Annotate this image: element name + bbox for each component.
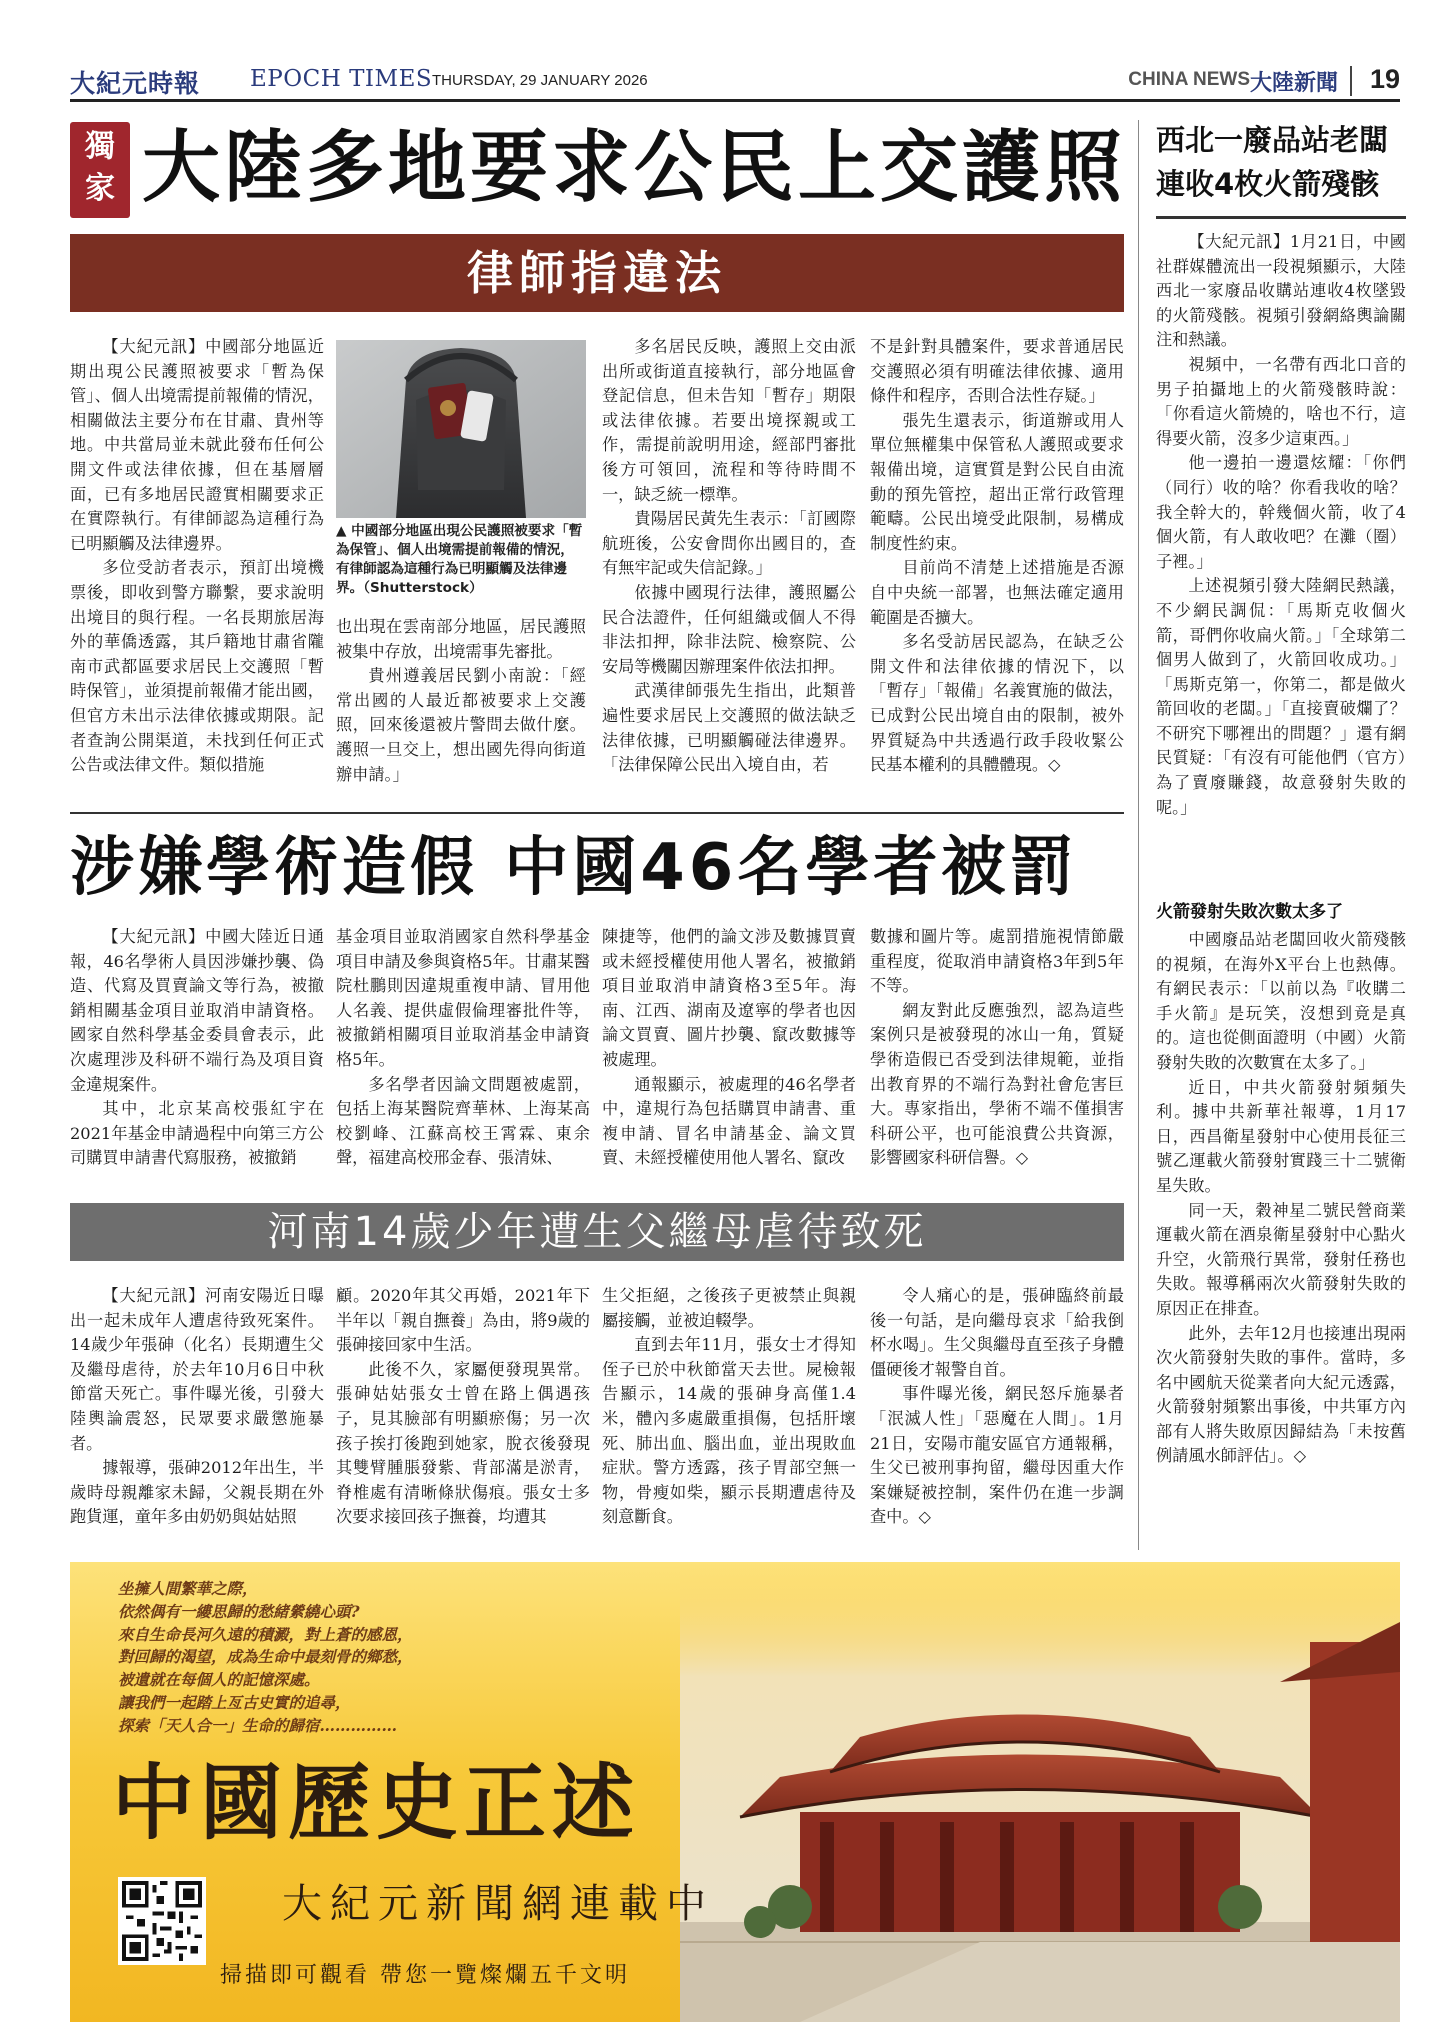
section-divider xyxy=(70,812,1124,814)
paragraph: 生父拒絕，之後孩子更被禁止與親屬接觸，並被迫輟學。 xyxy=(602,1286,856,1330)
exclusive-badge xyxy=(70,122,130,218)
ad-poem-line: 探索「天人合一」生命的歸宿…………… xyxy=(118,1715,398,1735)
ad-poem-line: 來自生命長河久遠的積澱，對上蒼的感恩， xyxy=(118,1624,413,1644)
ad-poem-line: 坐擁人間繁華之際， xyxy=(118,1579,258,1598)
paragraph: 令人痛心的是，張砷臨終前最後一句話，是向繼母哀求「給我倒杯水喝」。生父與繼母直至孩子身體僵硬後才報警自首。 xyxy=(870,1286,1124,1379)
brand-name-english: EPOCH TIMES xyxy=(250,66,433,92)
sidebar-headline-line: 西北一廢品站老闆 xyxy=(1156,123,1389,157)
ad-poem xyxy=(118,1578,698,1738)
story1-column-1 xyxy=(70,335,324,803)
page-number: 19 xyxy=(1369,64,1400,94)
paragraph: 通報顯示，被處理的46名學者中，違規行為包括購買申請書、重複申請、冒名申請基金、論文買賣、未經授權使用他人署名、竄改 xyxy=(602,1074,856,1168)
story1-subhead: 律師指違法 xyxy=(70,234,1124,312)
story2-column-2 xyxy=(336,925,590,1193)
qr-code-graphic xyxy=(122,1881,202,1961)
paragraph: 【大紀元訊】1月21日，中國社群媒體流出一段視頻顯示，大陸西北一家廢品收購站連收4枚墜毀的火箭殘骸。視頻引發網絡輿論關注和熱議。 xyxy=(1156,232,1406,350)
section-name-chinese: 大陸新聞 xyxy=(1249,71,1338,96)
story3-column-1 xyxy=(70,1284,324,1546)
sidebar-column-bottom xyxy=(1156,928,1406,1548)
story2-column-3 xyxy=(602,925,856,1193)
paragraph: 上述視頻引發大陸網民熱議，不少網民調侃：「馬斯克收個火箭，哥們你收扁火箭。」「全球第二個男人做到了，火箭回收成功。」「馬斯克第一，你第二，都是做火箭回收的老闆。」「直接賣破爛了？不研究下哪裡出的問題？」還有網民質疑：「有沒有可能他們（官方）為了賣廢賺錢，故意發射失敗的呢。」 xyxy=(1156,576,1406,817)
backpack-photo-image xyxy=(336,340,586,518)
paragraph: 多名學者因論文問題被處罰，包括上海某醫院齊華林、上海某高校劉峰、江蘇高校王霄霖、東余聲，福建高校邢金春、張清妹、 xyxy=(336,1074,590,1168)
ad-poem-line: 依然偶有一縷思歸的愁緒縈繞心頭? xyxy=(118,1601,360,1621)
history-series-advertisement[interactable] xyxy=(70,1562,1400,2022)
paragraph: 依據中國現行法律，護照屬公民合法證件，任何組織或個人不得非法扣押，除非法院、檢察院、公安局等機關因辦理案件依法扣押。 xyxy=(602,582,856,676)
story1-headline: 大陸多地要求公民上交護照 xyxy=(142,123,1127,213)
paragraph: 武漢律師張先生指出，此類普遍性要求居民上交護照的做法缺乏法律依據，已明顯觸碰法律邊界。「法律保障公民出入境自由，若 xyxy=(602,681,856,775)
masthead xyxy=(70,62,1400,102)
paragraph: 基金項目並取消國家自然科學基金項目申請及參與資格5年。甘肅某醫院杜鵬則因違規重複申請、冒用他人名義、提供虛假倫理審批件等，被撤銷相關項目並取消基金申請資格5年。 xyxy=(336,927,590,1069)
paragraph: 事件曝光後，網民怒斥施暴者「泯滅人性」「惡魔在人間」。1月21日，安陽市龍安區官方通報稱，生父已被刑事拘留，繼母因重大作案嫌疑被控制，案件仍在進一步調查中。◇ xyxy=(870,1384,1124,1527)
paragraph: 此外，去年12月也接連出現兩次火箭發射失敗的事件。當時，多名中國航天從業者向大紀元透露，火箭發射頻繁出事後，中共軍方內部有人將失敗原因歸結為「未按舊例請風水師評估」。◇ xyxy=(1156,1323,1406,1466)
paragraph: 不是針對具體案件，要求普通居民交護照必須有明確法律依據、適用條件和程序，否則合法性存疑。」 xyxy=(870,337,1124,406)
paragraph: 同一天，穀神星二號民營商業運載火箭在酒泉衛星發射中心點火升空，火箭飛行異常，發射任務也失敗。報導稱兩次火箭發射失敗的原因正在排查。 xyxy=(1156,1200,1406,1318)
story3-column-2 xyxy=(336,1284,590,1546)
brand-name-chinese: 大紀元時報 xyxy=(70,69,201,98)
story1-column-3 xyxy=(602,335,856,803)
paragraph: 【大紀元訊】中國部分地區近期出現公民護照被要求「暫為保管」、個人出境需提前報備的情況，相關做法主要分布在甘肅、貴州等地。中共當局並未就此發布任何公開文件或法律依據，但在基層層面，已有多地居民證實相關要求正在實際執行。有律師認為這種行為已明顯觸及法律邊界。 xyxy=(70,337,324,553)
paragraph: 目前尚不清楚上述措施是否源自中央統一部署，也無法確定適用範圍是否擴大。 xyxy=(870,558,1124,627)
paragraph: 貴陽居民黃先生表示：「訂國際航班後，公安會問你出國目的，查有無牢記或失信記錄。」 xyxy=(602,509,856,578)
paragraph: 【大紀元訊】中國大陸近日通報，46名學術人員因涉嫌抄襲、偽造、代寫及買賣論文等行為，被撤銷相關基金項目並取消申請資格。國家自然科學基金委員會表示，此次處理涉及科研不端行為及項目資金違規案件。 xyxy=(70,927,324,1094)
header-separator xyxy=(1350,66,1352,96)
sidebar-headline-line: 連收4枚火箭殘骸 xyxy=(1156,167,1380,201)
paragraph: 多名居民反映，護照上交由派出所或街道直接執行，部分地區會登記信息，但未告知「暫存」期限或法律依據。若要出境探親或工作，需提前說明用途，經部門審批後方可領回，流程和等待時間不一，缺乏統一標準。 xyxy=(602,337,856,504)
section-name-english: CHINA NEWS xyxy=(1128,69,1250,90)
paragraph: 視頻中，一名帶有西北口音的男子拍攝地上的火箭殘骸時說：「你看這火箭燒的，啥也不行，這得要火箭，沒多少這東西。」 xyxy=(1156,354,1406,448)
sidebar-headline xyxy=(1156,118,1406,206)
story3-headline: 河南14歲少年遭生父繼母虐待致死 xyxy=(70,1203,1124,1261)
paragraph: 數據和圖片等。處罰措施視情節嚴重程度，從取消申請資格3年到5年不等。 xyxy=(870,927,1124,996)
paragraph: 多位受訪者表示，預訂出境機票後，即收到警方聯繫，要求說明出境目的與行程。一名長期旅居海外的華僑透露，其戶籍地甘肅省隴南市武都區要求居民上交護照「暫時保管」，並須提前報備才能出國，但官方未出示法律依據或期限。記者查詢公開渠道，未找到任何正式公告或法律文件。類似措施 xyxy=(70,558,324,775)
ad-title: 中國歷史正述 xyxy=(112,1755,641,1851)
paragraph: 張先生還表示，街道辦或用人單位無權集中保管私人護照或要求報備出境，這實質是對公民自由流動的預先管控，超出正常行政管理範疇。公民出境受此限制，易構成制度性約束。 xyxy=(870,410,1124,553)
paragraph: 顧。2020年其父再婚，2021年下半年以「親自撫養」為由，將9歲的張砷接回家中生活。 xyxy=(336,1286,590,1355)
paragraph: 也出現在雲南部分地區，居民護照被集中存放，出境需事先審批。 xyxy=(336,617,586,661)
ad-call-to-action: 掃描即可觀看 帶您一覽燦爛五千文明 xyxy=(220,1963,630,1988)
story2-column-4 xyxy=(870,925,1124,1193)
paragraph: 多名受訪居民認為，在缺乏公開文件和法律依據的情況下，以「暫存」「報備」名義實施的做法，已成對公民出境自由的限制，被外界質疑為中共透過行政手段收緊公民基本權利的具體體現。◇ xyxy=(870,632,1124,775)
issue-date: THURSDAY, 29 JANUARY 2026 xyxy=(432,72,648,89)
sidebar-divider xyxy=(1138,120,1139,1550)
exclusive-badge-label: 獨家 xyxy=(85,129,115,206)
photo-caption: ▲ 中國部分地區出現公民護照被要求「暫為保管」、個人出境需提前報備的情況，有律師認為這種行為已明顯觸及法律邊界。（Shutterstock） xyxy=(336,523,583,596)
paragraph: 此後不久，家屬便發現異常。張砷姑姑張女士曾在路上偶遇孩子，見其臉部有明顯瘀傷；另一次孩子挨打後跑到她家，脫衣後發現其雙臂腫脹發紫、背部滿是淤青，脊椎處有清晰條狀傷痕。張女士多次要求接回孩子撫養，均遭其 xyxy=(336,1359,590,1527)
paragraph: 其中，北京某高校張紅宇在2021年基金申請過程中向第三方公司購買申請書代寫服務，被撤銷 xyxy=(70,1099,324,1168)
ad-poem-line: 對回歸的渴望，成為生命中最刻骨的鄉愁， xyxy=(118,1647,413,1667)
story1-column-4 xyxy=(870,335,1124,803)
sidebar-column-top xyxy=(1156,230,1406,880)
paragraph: 貴州遵義居民劉小南說：「經常出國的人最近都被要求上交護照，回來後還被片警問去做什麼。護照一旦交上，想出國先得向街道辦申請。」 xyxy=(336,666,586,784)
story3-column-3 xyxy=(602,1284,856,1546)
paragraph: 中國廢品站老闆回收火箭殘骸的視頻，在海外X平台上也熱傳。有網民表示：「以前以為『收購二手火箭』是玩笑，沒想到竟是真的。這也從側面證明（中國）火箭發射失敗的次數實在太多了。」 xyxy=(1156,930,1406,1072)
sidebar-subhead: 火箭發射失敗次數太多了 xyxy=(1156,902,1343,922)
qr-code-icon[interactable] xyxy=(118,1877,206,1965)
paragraph: 陳捷等，他們的論文涉及數據買賣或未經授權使用他人署名，被撤銷項目並取消申請資格3至5年。海南、江西、湖南及遼寧的學者也因論文買賣、圖片抄襲、竄改數據等被處理。 xyxy=(602,927,856,1069)
ad-subtitle: 大紀元新聞網連載中 xyxy=(282,1881,714,1927)
story3-column-4 xyxy=(870,1284,1124,1546)
story2-column-1 xyxy=(70,925,324,1193)
paragraph: 據報導，張砷2012年出生，半歲時母親離家未歸，父親長期在外跑貨運，童年多由奶奶與姑姑照 xyxy=(70,1458,324,1527)
story2-headline: 涉嫌學術造假 中國46名學者被罰 xyxy=(70,831,1078,905)
story1-column-2 xyxy=(336,615,586,803)
passport-backpack-photo xyxy=(336,340,586,518)
paragraph: 【大紀元訊】河南安陽近日曝出一起未成年人遭虐待致死案件。14歲少年張砷（化名）長期遭生父及繼母虐待，於去年10月6日中秋節當天死亡。事件曝光後，引發大陸輿論震怒，民眾要求嚴懲施暴者。 xyxy=(70,1286,324,1453)
paragraph: 網友對此反應強烈，認為這些案例只是被發現的冰山一角，質疑學術造假已否受到法律規範，並指出教育界的不端行為對社會危害巨大。專家指出，學術不端不僅損害科研公平，也可能浪費公共資源，影響國家科研信譽。◇ xyxy=(870,1000,1124,1168)
ad-poem-line: 被遺就在每個人的記憶深處。 xyxy=(118,1670,320,1690)
sidebar-headline-rule xyxy=(1156,216,1406,219)
paragraph: 近日，中共火箭發射頻頻失利。據中共新華社報導，1月17日，西昌衛星發射中心使用長征三號乙運載火箭發射實踐三十二號衛星失敗。 xyxy=(1156,1077,1406,1195)
ad-poem-line: 讓我們一起踏上亙古史實的追尋， xyxy=(118,1692,351,1712)
paragraph: 他一邊拍一邊還炫耀：「你們（同行）收的啥？你看我收的啥？我全幹大的，幹幾個火箭，收了4個火箭，有人敢收吧？在灘（圈）子裡。」 xyxy=(1156,453,1406,571)
paragraph: 直到去年11月，張女士才得知侄子已於中秋節當天去世。屍檢報告顯示，14歲的張砷身高僅1.4米，體內多處嚴重損傷，包括肝壞死、肺出血、腦出血，並出現敗血症狀。警方透露，孩子胃部空無一物，骨瘦如柴，顯示長期遭虐待及刻意斷食。 xyxy=(602,1335,856,1527)
temple-illustration xyxy=(680,1562,1400,2022)
